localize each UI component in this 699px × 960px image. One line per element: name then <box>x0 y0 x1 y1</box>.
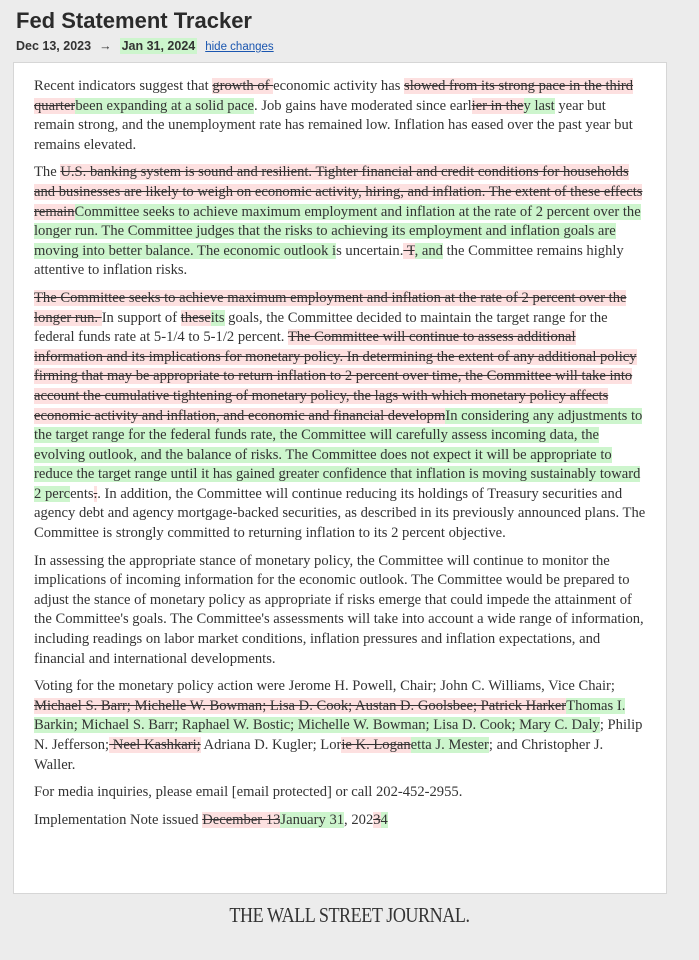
new-date: Jan 31, 2024 <box>121 39 196 53</box>
unchanged-text: Recent indicators suggest that <box>34 78 213 94</box>
page-title: Fed Statement Tracker <box>16 8 252 33</box>
deleted-text: The Committee will continue to assess additional information and its implications for monetary policy. In determining the extent of any additional policy firming that may be appropriate to return inflation to 2 percent over time, the Committee will take into account the cumulative tightening of monetary policy, the lags with which monetary policy affects economic activity and inflation, and economic and financial developm <box>34 329 637 424</box>
unchanged-text: ; Philip N. Jefferson; <box>34 717 643 753</box>
unchanged-text: , 202 <box>344 811 374 828</box>
unchanged-text: ; and Christopher J. Waller. <box>34 737 604 773</box>
statement-paragraph <box>34 289 646 544</box>
deleted-text: The Committee seeks to achieve maximum employment and inflation at the rate of 2 percent over the longer run. <box>34 289 627 326</box>
statement-paragraph <box>34 77 646 155</box>
old-date: Dec 13, 2023 <box>16 39 92 53</box>
statement-paragraph <box>34 811 646 831</box>
inserted-text: In considering any adjustments to the target range for the federal funds rate, the Committee will carefully assess incoming data, the evolving outlook, and the balance of risks. The Committee does not expect it will be appropriate to reduce the target range until it has gained greater confidence that inflation is moving sustainably toward 2 perc <box>34 407 643 502</box>
inserted-text: , and <box>414 242 443 259</box>
unchanged-text: For media inquiries, please email [email protected] or call 202-452-2955. <box>34 784 463 801</box>
deleted-text: . <box>93 485 98 502</box>
deleted-text: T <box>403 242 415 259</box>
unchanged-text: . Job gains have moderated since earl <box>254 97 472 114</box>
deleted-text: growth of <box>212 78 274 94</box>
unchanged-text: Voting for the monetary policy action were Jerome H. Powell, Chair; John C. Williams, Vice Chair; <box>34 678 615 695</box>
inserted-text: January 31 <box>280 811 345 828</box>
date-comparison <box>16 39 274 53</box>
unchanged-text: Adriana D. Kugler; Lor <box>200 737 342 753</box>
unchanged-text: the Committee remains highly attentive to inflation risks. <box>34 242 624 279</box>
deleted-text: December 13 <box>202 811 281 828</box>
unchanged-text: In assessing the appropriate stance of monetary policy, the Committee will continue to monitor the implications of incoming information for the economic outlook. The Committee would be prepared to adjust the stance of monetary policy as appropriate if risks emerge that could impede the attainment of the Committee's goals. The Committee's assessments will take into account a wide range of information, including readings on labor market conditions, inflation pressures and inflation expectations, and financial and international developments. <box>34 552 644 667</box>
inserted-text: Thomas I. Barkin; Michael S. Barr; Raphael W. Bostic; Michelle W. Bowman; Lisa D. Cook; Mary C. Daly <box>34 697 626 734</box>
deleted-text: ie K. Logan <box>341 737 411 753</box>
unchanged-text: economic activity has <box>273 78 405 94</box>
wsj-logo: THE WALL STREET JOURNAL. <box>229 903 470 927</box>
unchanged-text: The <box>34 164 61 181</box>
deleted-text: slowed from its strong pace in the third quarter <box>34 78 634 114</box>
deleted-text: Michael S. Barr; Michelle W. Bowman; Lisa D. Cook; Austan D. Goolsbee; Patrick Harker <box>34 697 567 714</box>
unchanged-text: year but remain strong, and the unemployment rate has remained low. Inflation has eased over the past year but remains elevated. <box>34 97 633 153</box>
inserted-text: its <box>210 309 225 326</box>
page-header <box>16 8 252 34</box>
inserted-text: 4 <box>380 811 388 828</box>
statement-paragraph <box>34 552 646 670</box>
deleted-text: these <box>180 309 211 326</box>
right-arrow-icon: → <box>99 39 112 53</box>
hide-changes-link[interactable]: hide changes <box>205 41 274 53</box>
inserted-text: etta J. Mester <box>410 737 489 753</box>
inserted-text: Committee seeks to achieve maximum employment and inflation at the rate of 2 percent over the longer run. The Committee judges that the risks to achieving its employment and inflation goals are moving into better balance. The economic outlook i <box>34 203 641 259</box>
unchanged-text: ents <box>70 485 94 502</box>
inserted-text: y last <box>523 97 555 114</box>
statement-paragraph <box>34 677 646 775</box>
statement-card <box>13 62 667 894</box>
statement-paragraph <box>34 163 646 281</box>
unchanged-text: Implementation Note issued <box>34 811 203 828</box>
deleted-text: Neel Kashkari; <box>109 737 201 753</box>
unchanged-text: In support of <box>101 309 181 326</box>
deleted-text: 3 <box>373 811 381 828</box>
unchanged-text: s uncertain. <box>336 242 404 259</box>
unchanged-text: . In addition, the Committee will continue reducing its holdings of Treasury securities and agency debt and agency mortgage-backed securities, as described in its previously announced plans. The Committee is strongly committed to returning inflation to its 2 percent objective. <box>34 485 646 542</box>
deleted-text: ier in the <box>471 97 524 114</box>
unchanged-text: goals, the Committee decided to maintain the target range for the federal funds rate at 5-1/4 to 5-1/2 percent. <box>34 309 608 346</box>
inserted-text: been expanding at a solid pace <box>75 97 255 114</box>
statement-paragraph <box>34 783 646 803</box>
deleted-text: U.S. banking system is sound and resilient. Tighter financial and credit conditions for households and businesses are likely to weigh on economic activity, hiring, and inflation. The extent of these effects remain <box>34 164 643 220</box>
